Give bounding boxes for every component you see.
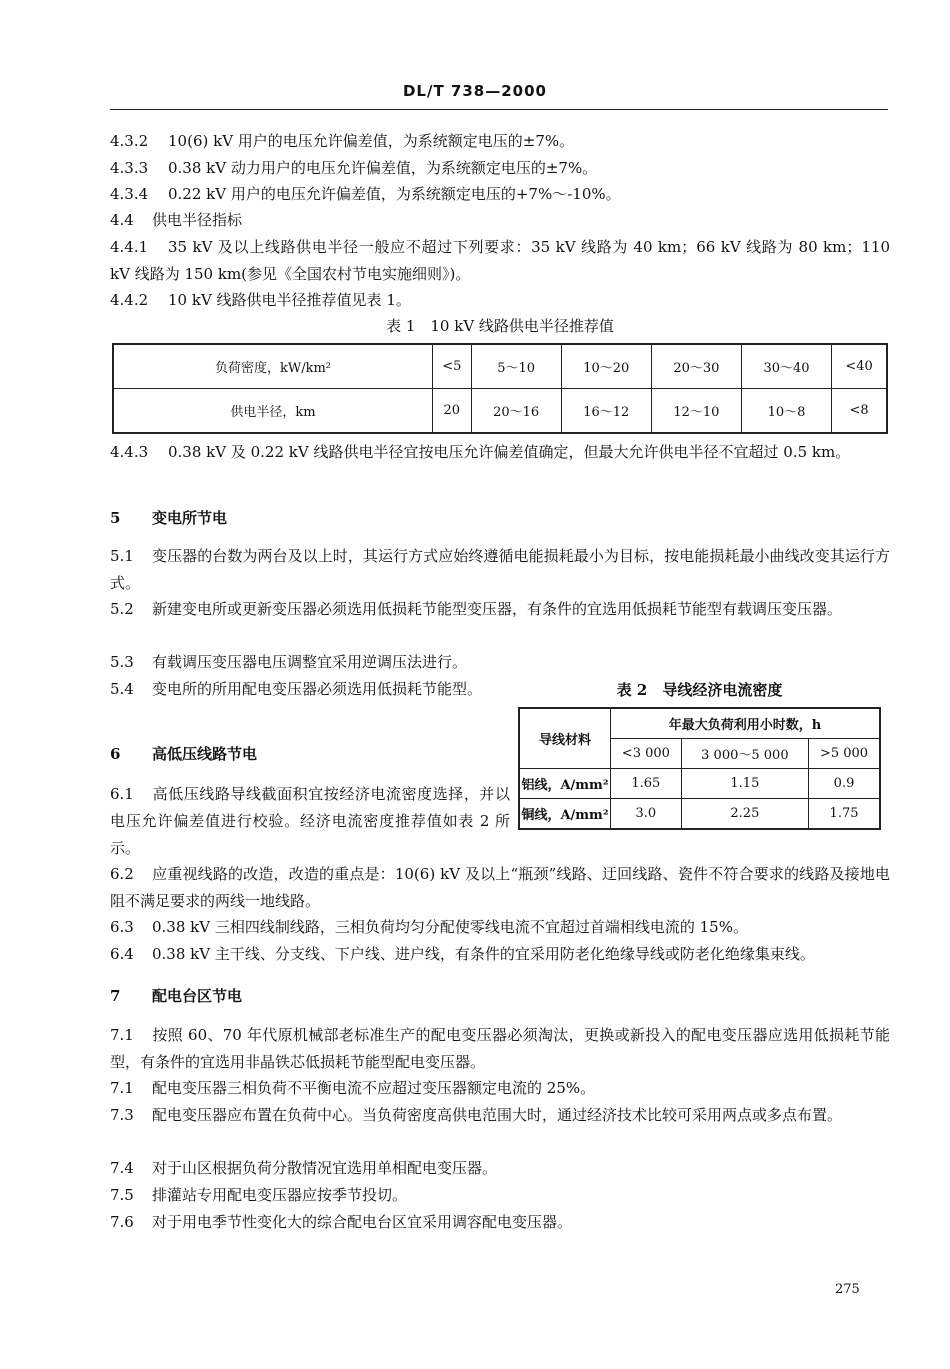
clause-number: 6.3 bbox=[110, 918, 134, 936]
clause-5-3 bbox=[110, 649, 890, 676]
table1 bbox=[112, 343, 888, 434]
table-row bbox=[519, 769, 880, 799]
clause-number: 4.4.3 bbox=[110, 443, 149, 461]
clause-text: 0.22 kV 用户的电压允许偏差值，为系统额定电压的+7%～-10%。 bbox=[168, 185, 621, 203]
table-row bbox=[519, 799, 880, 830]
table-row bbox=[519, 708, 880, 739]
clause-5-4 bbox=[110, 676, 510, 703]
clause-number: 4.3.4 bbox=[110, 185, 149, 203]
clause-4-3-2 bbox=[110, 128, 890, 155]
table-cell: <5 bbox=[433, 344, 472, 389]
clause-text: 10 kV 线路供电半径推荐值见表 1。 bbox=[168, 291, 411, 309]
clause-4-3-3 bbox=[110, 155, 890, 182]
clause-text: 配电变压器应布置在负荷中心。当负荷密度高供电范围大时，通过经济技术比较可采用两点或多点布置。 bbox=[152, 1106, 843, 1124]
clause-number: 7.5 bbox=[110, 1186, 134, 1204]
clause-4-4-2 bbox=[110, 287, 890, 314]
table-cell: 20～16 bbox=[471, 389, 561, 434]
table-cell: 1.65 bbox=[611, 769, 682, 799]
clause-5-2 bbox=[110, 596, 890, 623]
page-number: 275 bbox=[835, 1282, 860, 1297]
clause-text: 按照 60、70 年代原机械部老标准生产的配电变压器必须淘汰，更换或新投入的配电变压器应选用低损耗节能型，有条件的宜选用非晶铁芯低损耗节能型配电变压器。 bbox=[110, 1026, 890, 1071]
material-header: 导线材料 bbox=[519, 708, 611, 769]
clause-number: 7.1 bbox=[110, 1079, 134, 1097]
section-5-heading bbox=[110, 505, 890, 532]
table-cell: <8 bbox=[832, 389, 887, 434]
clause-number: 4.3.2 bbox=[110, 132, 149, 150]
table-row bbox=[113, 389, 887, 434]
table-cell: 10～8 bbox=[741, 389, 831, 434]
clause-5-1 bbox=[110, 543, 890, 597]
clause-text: 有载调压变压器电压调整宜采用逆调压法进行。 bbox=[152, 653, 468, 671]
clause-text: 0.38 kV 动力用户的电压允许偏差值，为系统额定电压的±7%。 bbox=[168, 159, 598, 177]
clause-text: 应重视线路的改造，改造的重点是：10(6) kV 及以上“瓶颈”线路、迂回线路、瓷件不符合要求的线路及接地电阻不满足要求的两线一地线路。 bbox=[110, 865, 890, 910]
table-cell: 20 bbox=[433, 389, 472, 434]
clause-7-5 bbox=[110, 1182, 890, 1209]
table-cell: 12～10 bbox=[651, 389, 741, 434]
row-label: 铝线，A/mm² bbox=[519, 769, 611, 799]
row-label: 负荷密度，kW/km² bbox=[113, 344, 433, 389]
clause-number: 7.4 bbox=[110, 1159, 134, 1177]
section-7-heading bbox=[110, 983, 890, 1010]
clause-text: 0.38 kV 三相四线制线路，三相负荷均匀分配使零线电流不宜超过首端相线电流的 15%。 bbox=[152, 918, 748, 936]
clause-number: 4.3.3 bbox=[110, 159, 149, 177]
table-cell: <40 bbox=[832, 344, 887, 389]
clause-text: 35 kV 及以上线路供电半径一般应不超过下列要求：35 kV 线路为 40 km；66 kV 线路为 80 km；110 kV 线路为 150 km(参见《全国农村节电实施细则》)。 bbox=[110, 238, 890, 283]
clause-text: 0.38 kV 主干线、分支线、下户线、进户线，有条件的宜采用防老化绝缘导线或防老化绝缘集束线。 bbox=[152, 945, 815, 963]
clause-number: 5.1 bbox=[110, 547, 134, 565]
column-header: 3 000～5 000 bbox=[681, 739, 808, 769]
table-cell: 30～40 bbox=[741, 344, 831, 389]
clause-7-4 bbox=[110, 1155, 890, 1182]
table-cell: 5～10 bbox=[471, 344, 561, 389]
clause-6-3 bbox=[110, 914, 890, 941]
clause-number: 6.4 bbox=[110, 945, 134, 963]
clause-text: 变电所的所用配电变压器必须选用低损耗节能型。 bbox=[152, 680, 483, 698]
clause-number: 7.1 bbox=[110, 1026, 134, 1044]
section-title: 高低压线路节电 bbox=[152, 745, 258, 763]
clause-number: 5.3 bbox=[110, 653, 134, 671]
table-cell: 3.0 bbox=[611, 799, 682, 830]
column-header: <3 000 bbox=[611, 739, 682, 769]
group-header: 年最大负荷利用小时数，h bbox=[611, 708, 881, 739]
table-cell: 20～30 bbox=[651, 344, 741, 389]
clause-text: 0.38 kV 及 0.22 kV 线路供电半径宜按电压允许偏差值确定，但最大允许供电半径不宜超过 0.5 km。 bbox=[168, 443, 851, 461]
clause-number: 6.2 bbox=[110, 865, 134, 883]
clause-4-4 bbox=[110, 207, 890, 234]
clause-4-4-3 bbox=[110, 439, 890, 466]
clause-text: 对于山区根据负荷分散情况宜选用单相配电变压器。 bbox=[152, 1159, 498, 1177]
column-header: >5 000 bbox=[809, 739, 880, 769]
header-rule bbox=[110, 109, 888, 110]
table-cell: 1.75 bbox=[809, 799, 880, 830]
clause-number: 4.4.2 bbox=[110, 291, 149, 309]
section-title: 配电台区节电 bbox=[152, 987, 243, 1005]
clause-text: 供电半径指标 bbox=[152, 211, 243, 229]
section-number: 6 bbox=[110, 745, 121, 763]
clause-text: 变压器的台数为两台及以上时，其运行方式应始终遵循电能损耗最小为目标，按电能损耗最小曲线改变其运行方式。 bbox=[110, 547, 890, 592]
table-cell: 10～20 bbox=[561, 344, 651, 389]
clause-7-1 bbox=[110, 1022, 890, 1076]
clause-text: 新建变电所或更新变压器必须选用低损耗节能型变压器，有条件的宜选用低损耗节能型有载调压变压器。 bbox=[152, 600, 843, 618]
table-row bbox=[113, 344, 887, 389]
clause-number: 4.4 bbox=[110, 211, 134, 229]
section-number: 5 bbox=[110, 509, 121, 527]
clause-7-6 bbox=[110, 1209, 890, 1236]
section-6-heading bbox=[110, 741, 510, 768]
clause-6-4 bbox=[110, 941, 890, 968]
clause-text: 排灌站专用配电变压器应按季节投切。 bbox=[152, 1186, 408, 1204]
row-label: 供电半径，km bbox=[113, 389, 433, 434]
clause-text: 对于用电季节性变化大的综合配电台区宜采用调容配电变压器。 bbox=[152, 1213, 573, 1231]
clause-number: 6.1 bbox=[110, 785, 134, 803]
clause-number: 7.3 bbox=[110, 1106, 134, 1124]
running-header: DL/T 738—2000 bbox=[402, 82, 547, 100]
clause-number: 5.4 bbox=[110, 680, 134, 698]
clause-4-3-4 bbox=[110, 181, 890, 208]
clause-7-1-b bbox=[110, 1075, 890, 1102]
clause-text: 10(6) kV 用户的电压允许偏差值，为系统额定电压的±7%。 bbox=[168, 132, 575, 150]
clause-7-3 bbox=[110, 1102, 890, 1129]
clause-text: 高低压线路导线截面积宜按经济电流密度选择，并以电压允许偏差值进行校验。经济电流密度推荐值如表 2 所示。 bbox=[110, 785, 510, 857]
section-title: 变电所节电 bbox=[152, 509, 228, 527]
section-number: 7 bbox=[110, 987, 121, 1005]
table2 bbox=[518, 707, 881, 830]
row-label: 铜线，A/mm² bbox=[519, 799, 611, 830]
clause-number: 7.6 bbox=[110, 1213, 134, 1231]
clause-text: 配电变压器三相负荷不平衡电流不应超过变压器额定电流的 25%。 bbox=[152, 1079, 596, 1097]
table-cell: 0.9 bbox=[809, 769, 880, 799]
clause-6-2 bbox=[110, 861, 890, 915]
clause-number: 5.2 bbox=[110, 600, 134, 618]
clause-4-4-1 bbox=[110, 234, 890, 288]
table-cell: 16～12 bbox=[561, 389, 651, 434]
table2-caption: 表 2 导线经济电流密度 bbox=[616, 681, 783, 699]
table-cell: 1.15 bbox=[681, 769, 808, 799]
clause-6-1 bbox=[110, 781, 510, 862]
clause-number: 4.4.1 bbox=[110, 238, 149, 256]
table-cell: 2.25 bbox=[681, 799, 808, 830]
table1-caption: 表 1 10 kV 线路供电半径推荐值 bbox=[386, 317, 614, 335]
